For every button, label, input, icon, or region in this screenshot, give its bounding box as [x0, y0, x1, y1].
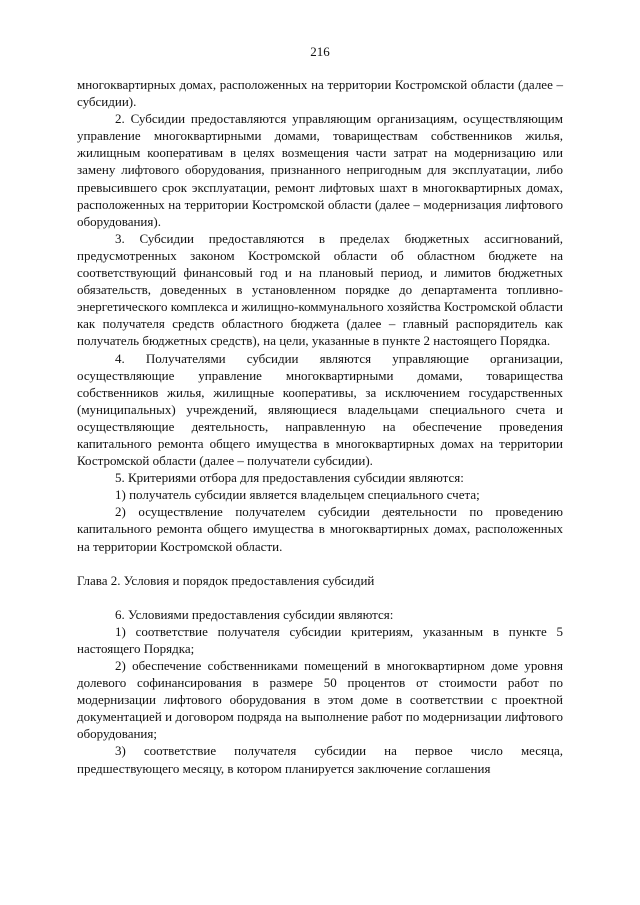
condition-2: 2) обеспечение собственниками помещений в многоквартирном доме уровня долевого софинансирования в размере 50 процентов от стоимости работ по модернизации лифтового оборудования в этом доме в соответствии с проектной документацией и договором подряда на выполнение работ по модернизации лифтового оборудования;	[77, 658, 563, 742]
criterion-2: 2) осуществление получателем субсидии деятельности по проведению капитального ремонта общего имущества в многоквартирных домах, расположенных на территории Костромской области.	[77, 504, 563, 554]
paragraph-4: 4. Получателями субсидии являются управляющие организации, осуществляющие управление многоквартирными домами, товарищества собственников жилья, жилищные кооперативы, за исключением государственных (муниципальных) учреждений, являющиеся владельцами специального счета и осуществляющие деятельность, направленную на обеспечение проведения капитального ремонта общего имущества в многоквартирных домах на территории Костромской области (далее – получатели субсидии).	[77, 350, 563, 469]
criterion-1: 1) получатель субсидии является владельцем специального счета;	[115, 487, 480, 503]
paragraph-1-continuation: многоквартирных домах, расположенных на территории Костромской области (далее – субсидии).	[77, 77, 563, 110]
paragraph-6: 6. Условиями предоставления субсидии являются:	[115, 606, 394, 622]
paragraph-5: 5. Критериями отбора для предоставления субсидии являются:	[115, 470, 464, 486]
paragraph-2: 2. Субсидии предоставляются управляющим организациям, осуществляющим управление многоквартирными домами, товариществам собственников жилья, жилищным кооперативам в целях возмещения части затрат на модернизацию или замену лифтового оборудования, признанного непригодным для эксплуатации, либо превысившего срок эксплуатации, ремонт лифтовых шахт в многоквартирных домах, расположенных на территории Костромской области (далее – модернизация лифтового оборудования).	[77, 111, 563, 229]
chapter-heading: Глава 2. Условия и порядок предоставления субсидий	[77, 572, 375, 588]
condition-3: 3) соответствие получателя субсидии на первое число месяца, предшествующего месяцу, в котором планируется заключение соглашения	[77, 743, 563, 776]
page-number: 216	[310, 44, 330, 59]
condition-1: 1) соответствие получателя субсидии критериям, указанным в пункте 5 настоящего Порядка;	[77, 623, 563, 656]
paragraph-3: 3. Субсидии предоставляются в пределах бюджетных ассигнований, предусмотренных законом Костромской области об областном бюджете на соответствующий финансовый год и на плановый период, и лимитов бюджетных обязательств, доведенных в установленном порядке до департамента топливно-энергетического комплекса и жилищно-коммунального хозяйства Костромской области как получателя средств областного бюджета (далее – главный распорядитель как получатель бюджетных средств), на цели, указанные в пункте 2 настоящего Порядка.	[77, 230, 563, 349]
document-body	[77, 76, 563, 777]
